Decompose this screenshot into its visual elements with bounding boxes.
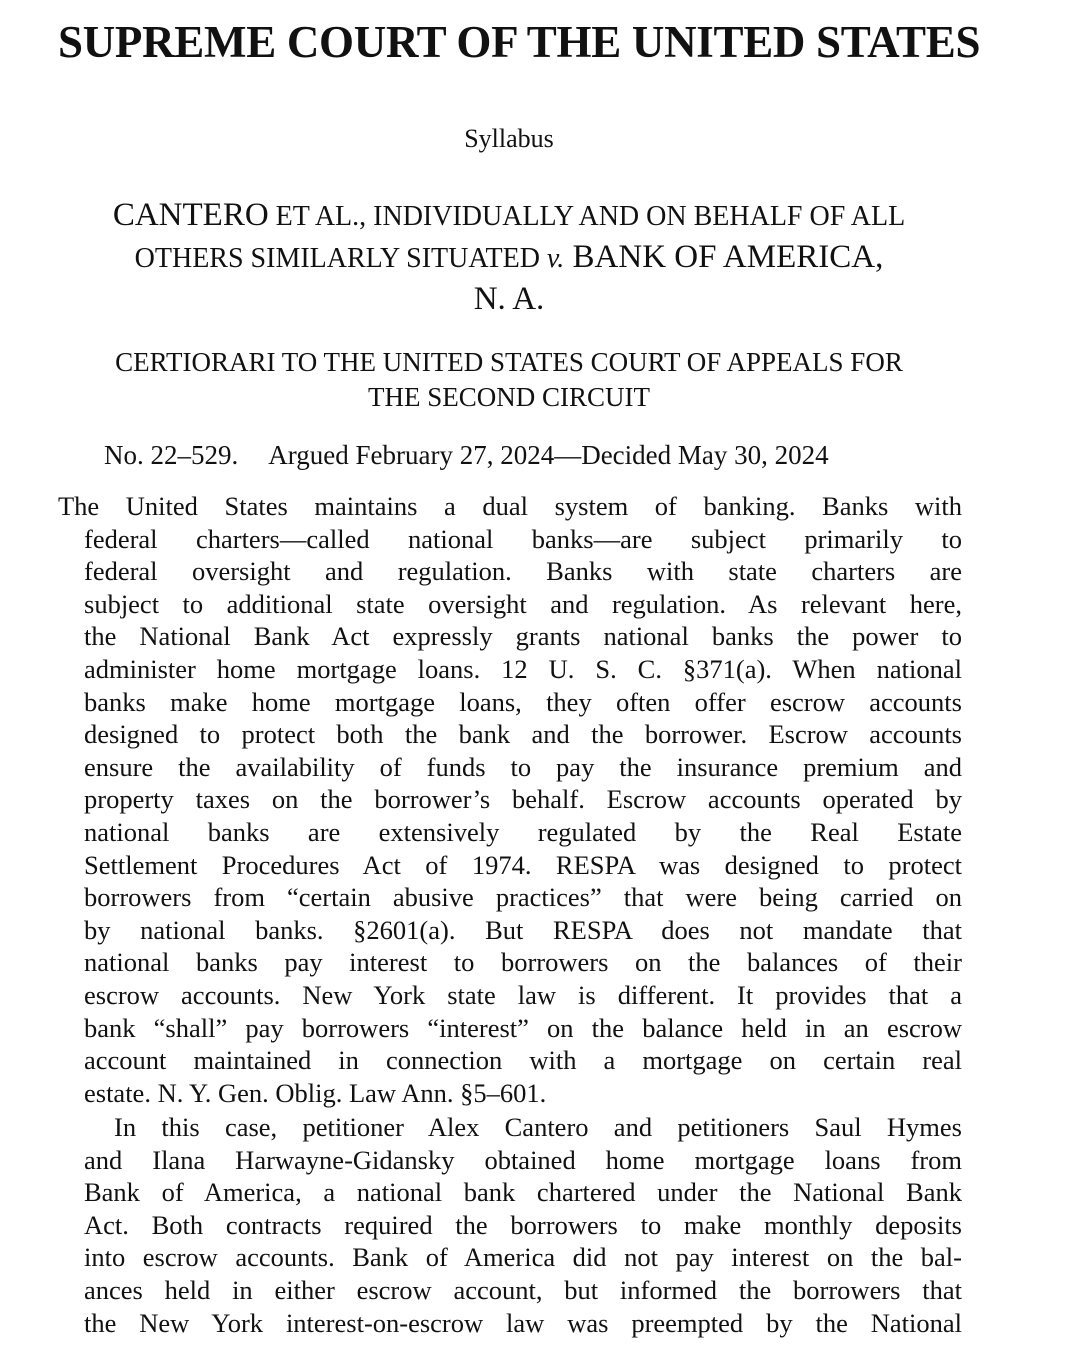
petitioner-qualifier-cont: OTHERS SIMILARLY SITUATED — [134, 243, 547, 274]
syllabus-paragraph-2 — [58, 1111, 962, 1339]
text-line: by national banks. §2601(a). But RESPA does not mandate that — [84, 914, 962, 945]
text-line: the New York interest-on-escrow law was preempted by the National — [84, 1307, 962, 1338]
text-line: national banks are extensively regulated by the Real Estate — [84, 816, 962, 847]
certiorari-heading — [40, 345, 978, 415]
docket-number: No. 22–529. — [104, 440, 239, 470]
text-line: banks make home mortgage loans, they often offer escrow accounts — [84, 686, 962, 717]
text-line: property taxes on the borrower’s behalf. Escrow accounts operated by — [84, 784, 962, 815]
text-line: borrowers from “certain abusive practices” that were being carried on — [84, 882, 962, 913]
text-line: and Ilana Harwayne-Gidansky obtained home mortgage loans from — [84, 1144, 962, 1175]
certiorari-line-2: THE SECOND CIRCUIT — [368, 382, 650, 412]
text-line: national banks pay interest to borrowers on the balances of their — [84, 947, 962, 978]
text-line: administer home mortgage loans. 12 U. S. C. §371(a). When national — [84, 653, 962, 684]
text-line: into escrow accounts. Bank of America did not pay interest on the bal- — [84, 1242, 962, 1273]
caption-line-2 — [40, 237, 978, 279]
petitioner-name: CANTERO — [112, 197, 269, 233]
text-line: bank “shall” pay borrowers “interest” on the balance held in an escrow — [84, 1012, 962, 1043]
text-line: Settlement Procedures Act of 1974. RESPA was designed to protect — [84, 849, 962, 880]
docket-line — [104, 437, 829, 473]
text-line: escrow accounts. New York state law is different. It provides that a — [84, 979, 962, 1010]
text-line: estate. N. Y. Gen. Oblig. Law Ann. §5–601. — [84, 1077, 547, 1108]
versus-mark: v. — [546, 243, 565, 274]
text-line: designed to protect both the bank and the borrower. Escrow accounts — [84, 719, 962, 750]
text-line: federal oversight and regulation. Banks with state charters are — [84, 556, 962, 587]
respondent-name: BANK OF AMERICA, — [564, 239, 884, 275]
petitioner-qualifier: ET AL., INDIVIDUALLY AND ON BEHALF OF ALL — [268, 201, 906, 232]
section-label: Syllabus — [464, 124, 554, 153]
text-line: ensure the availability of funds to pay the insurance premium and — [84, 751, 962, 782]
text-line: federal charters—called national banks—are subject primarily to — [84, 523, 962, 554]
text-line: ances held in either escrow account, but informed the borrowers that — [84, 1274, 962, 1305]
respondent-name-suffix: N. A. — [473, 281, 545, 317]
syllabus-paragraph-1 — [58, 490, 962, 1109]
caption-line-1 — [40, 195, 978, 237]
text-line: subject to additional state oversight and regulation. As relevant here, — [84, 588, 962, 619]
text-line: account maintained in connection with a mortgage on certain real — [84, 1045, 962, 1076]
text-line: The United States maintains a dual system of banking. Banks with — [58, 491, 962, 521]
case-caption — [40, 195, 978, 321]
caption-line-3 — [40, 279, 978, 321]
court-title: SUPREME COURT OF THE UNITED STATES — [58, 17, 981, 67]
text-line: Bank of America, a national bank chartered under the National Bank — [84, 1177, 962, 1208]
text-line: Act. Both contracts required the borrowers to make monthly deposits — [84, 1209, 962, 1240]
argument-decision-dates: Argued February 27, 2024—Decided May 30, 2024 — [268, 440, 829, 470]
text-line: In this case, petitioner Alex Cantero and petitioners Saul Hymes — [114, 1112, 962, 1142]
text-line: the National Bank Act expressly grants national banks the power to — [84, 621, 962, 652]
certiorari-line-1: CERTIORARI TO THE UNITED STATES COURT OF APPEALS FOR — [115, 347, 903, 377]
